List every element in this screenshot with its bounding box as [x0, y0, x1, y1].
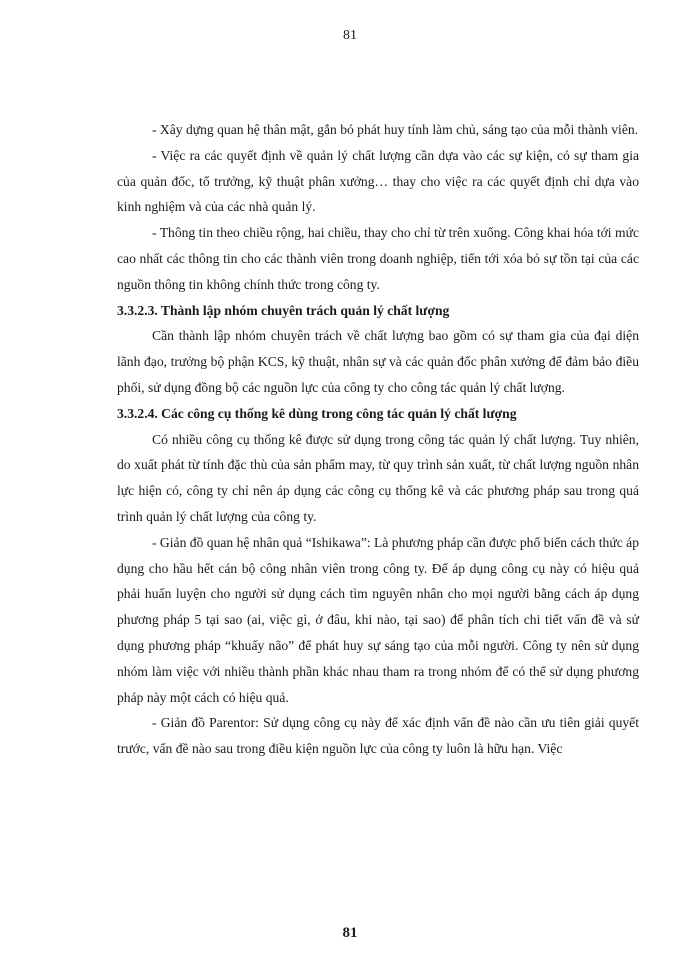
paragraph: - Giản đồ Parentor: Sử dụng công cụ này để xác định vấn đề nào cần ưu tiên giải quyết trước, vấn đề nào sau trong điều kiện nguồn lực của công ty luôn là hữu hạn. Việc	[117, 715, 639, 757]
document-body	[117, 117, 639, 762]
section-heading-3-3-2-4: 3.3.2.4. Các công cụ thống kê dùng trong công tác quản lý chất lượng	[117, 405, 517, 421]
paragraph: - Xây dựng quan hệ thân mật, gắn bó phát huy tính làm chủ, sáng tạo của mỗi thành viên.	[152, 122, 639, 137]
paragraph: - Thông tin theo chiều rộng, hai chiều, thay cho chỉ từ trên xuống. Công khai hóa tới mức cao nhất các thông tin cho các thành viên trong doanh nghiệp, tiến tới xóa bỏ sự tồn tại của các nguồn thông tin không chính thức trong công ty.	[117, 225, 639, 292]
page-number-header: 81	[343, 28, 357, 43]
paragraph: Có nhiều công cụ thống kê được sử dụng trong công tác quản lý chất lượng. Tuy nhiên, do xuất phát từ tính đặc thù của sản phẩm may, từ quy trình sản xuất, từ chất lượng nguồn nhân lực hiện có, công ty chỉ nên áp dụng các công cụ thống kê và các phương pháp sau trong quá trình quản lý chất lượng của công ty.	[117, 431, 639, 524]
page-number-footer: 81	[342, 925, 358, 941]
paragraph: - Việc ra các quyết định về quản lý chất lượng cần dựa vào các sự kiện, có sự tham gia của quản đốc, tổ trưởng, kỹ thuật phân xưởng… thay cho việc ra các quyết định chỉ dựa vào kinh nghiệm và của các nhà quản lý.	[117, 147, 639, 215]
paragraph: Cần thành lập nhóm chuyên trách về chất lượng bao gồm có sự tham gia của đại diện lãnh đạo, trưởng bộ phận KCS, kỹ thuật, nhân sự và các quản đốc phân xưởng để đảm bảo điều phối, sử dụng đồng bộ các nguồn lực của công ty cho công tác quản lý chất lượng.	[117, 328, 639, 395]
section-heading-3-3-2-3: 3.3.2.3. Thành lập nhóm chuyên trách quản lý chất lượng	[117, 302, 450, 318]
paragraph: - Giản đồ quan hệ nhân quả “Ishikawa”: Là phương pháp cần được phổ biến cách thức áp dụng cho hầu hết cán bộ công nhân viên trong công ty. Để áp dụng công cụ này có hiệu quả phải huấn luyện cho người sử dụng cách tìm nguyên nhân cho mọi người bằng cách áp dụng phương pháp 5 tại sao (ai, việc gì, ở đâu, khi nào, tại sao) để phân tích chi tiết vấn đề và sử dụng phương pháp “khuấy não” để phát huy sự sáng tạo của mỗi người. Công ty nên sử dụng nhóm làm việc với nhiều thành phần khác nhau tham ra trong nhóm để có thể sử dụng phương pháp này một cách có hiệu quả.	[117, 534, 639, 705]
